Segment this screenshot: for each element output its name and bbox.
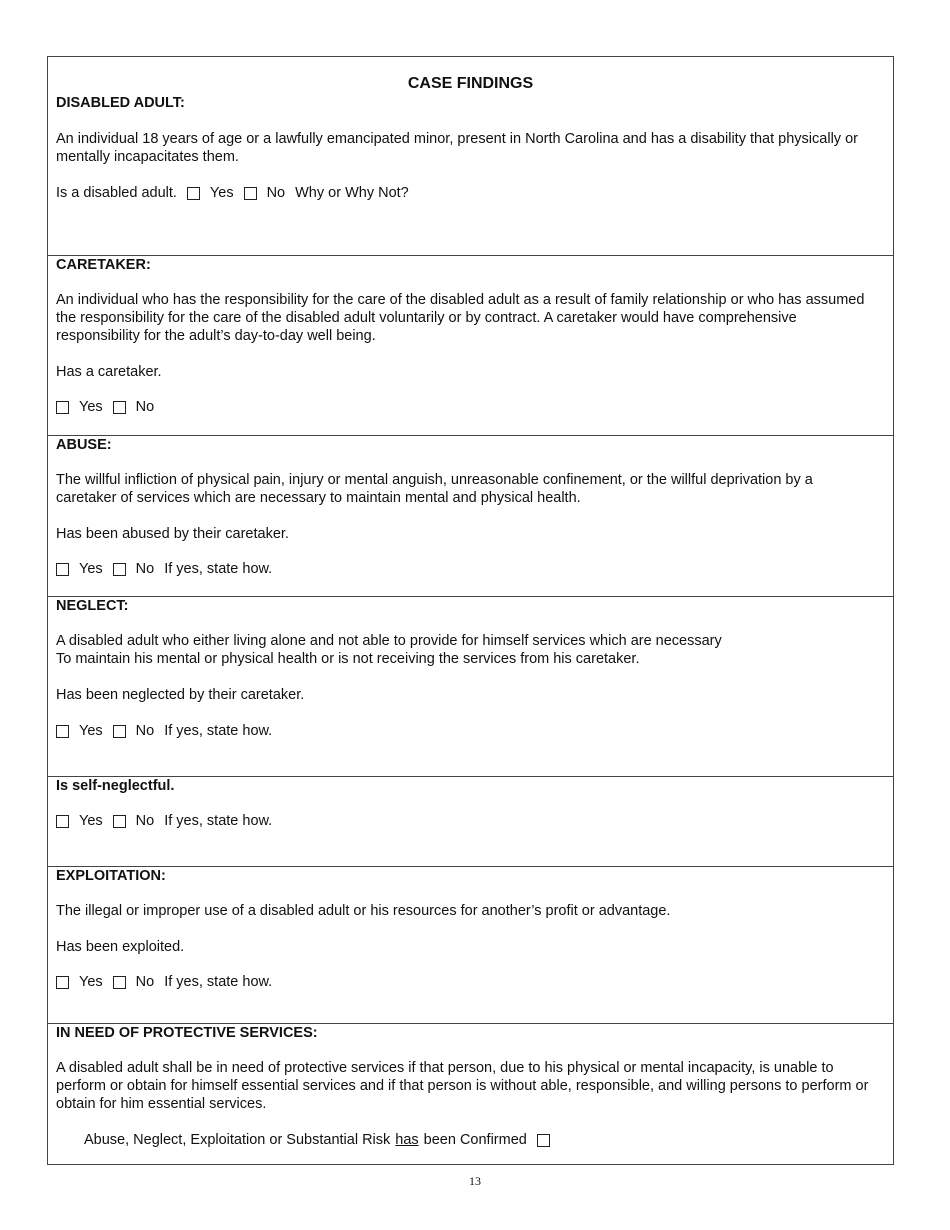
exploitation-yes-label: Yes: [79, 974, 103, 990]
abuse-followup: If yes, state how.: [164, 561, 273, 577]
caretaker-heading: CARETAKER:: [56, 257, 151, 273]
abuse-no-label: No: [135, 561, 155, 577]
caretaker-no-checkbox[interactable]: [113, 401, 126, 414]
neglect-yes-checkbox[interactable]: [56, 725, 69, 738]
abuse-heading: ABUSE:: [56, 437, 112, 453]
self-neglect-answer-row: [56, 812, 272, 830]
neglect-answer-row: [56, 722, 272, 740]
section-exploitation: [48, 867, 893, 1024]
case-findings-form: [47, 56, 894, 1165]
protective-confirm-row: [84, 1131, 560, 1149]
neglect-yes-label: Yes: [79, 723, 103, 739]
exploitation-answer-row: [56, 973, 272, 991]
abuse-question: Has been abused by their caretaker.: [56, 526, 289, 542]
abuse-yes-checkbox[interactable]: [56, 563, 69, 576]
neglect-question: Has been neglected by their caretaker.: [56, 687, 305, 703]
neglect-definition-line1: A disabled adult who either living alone and not able to provide for himself services which are necessary: [56, 633, 722, 649]
self-neglect-followup: If yes, state how.: [164, 813, 273, 829]
exploitation-yes-checkbox[interactable]: [56, 976, 69, 989]
exploitation-question: Has been exploited.: [56, 939, 185, 955]
self-neglect-yes-checkbox[interactable]: [56, 815, 69, 828]
protective-definition: A disabled adult shall be in need of protective services if that person, due to his physical or mental incapacity, is unable to perform or obtain for himself essential services and if that person is without able, responsible, and willing persons to perform or obtain for him essential services.: [56, 1060, 869, 1112]
self-neglect-no-label: No: [135, 813, 155, 829]
abuse-answer-row: [56, 560, 272, 578]
protective-heading: IN NEED OF PROTECTIVE SERVICES:: [56, 1025, 318, 1041]
protective-confirm-checkbox[interactable]: [537, 1134, 550, 1147]
neglect-no-checkbox[interactable]: [113, 725, 126, 738]
neglect-heading: NEGLECT:: [56, 598, 129, 614]
section-abuse: [48, 436, 893, 597]
caretaker-no-label: No: [135, 399, 155, 415]
disabled-definition: An individual 18 years of age or a lawfully emancipated minor, present in North Carolina and has a disability that physically or mentally incapacitates them.: [56, 131, 858, 165]
exploitation-definition: The illegal or improper use of a disabled adult or his resources for another’s profit or advantage.: [56, 903, 671, 919]
neglect-definition-line2: To maintain his mental or physical health or is not receiving the services from his caretaker.: [56, 651, 640, 667]
disabled-heading: DISABLED ADULT:: [56, 95, 185, 111]
page-number: 13: [469, 1174, 481, 1188]
caretaker-answer-row: [56, 398, 154, 416]
self-neglect-no-checkbox[interactable]: [113, 815, 126, 828]
protective-confirm-text-end: been Confirmed: [423, 1132, 527, 1148]
disabled-yes-checkbox[interactable]: [187, 187, 200, 200]
exploitation-no-label: No: [135, 974, 155, 990]
disabled-no-checkbox[interactable]: [244, 187, 257, 200]
disabled-question: Is a disabled adult.: [56, 185, 177, 201]
abuse-yes-label: Yes: [79, 561, 103, 577]
section-disabled-adult: [48, 57, 893, 256]
caretaker-question: Has a caretaker.: [56, 364, 162, 380]
section-caretaker: [48, 256, 893, 436]
neglect-followup: If yes, state how.: [164, 723, 273, 739]
exploitation-no-checkbox[interactable]: [113, 976, 126, 989]
abuse-definition: The willful infliction of physical pain, injury or mental anguish, unreasonable confinement, or the willful deprivation by a caretaker of services which are necessary to maintain mental and physical health.: [56, 472, 813, 506]
caretaker-definition: An individual who has the responsibility for the care of the disabled adult as a result of family relationship or who has assumed the responsibility for the care of the disabled adult voluntarily or by contract. A caretaker would have comprehensive responsibility for the adult’s day-to-day well being.: [56, 292, 865, 344]
disabled-question-row: [56, 184, 409, 202]
protective-confirm-underlined: has: [395, 1132, 419, 1148]
section-self-neglect: [48, 777, 893, 867]
self-neglect-heading: Is self-neglectful.: [56, 778, 175, 794]
abuse-no-checkbox[interactable]: [113, 563, 126, 576]
page-title: CASE FINDINGS: [407, 75, 534, 92]
section-neglect: [48, 597, 893, 777]
caretaker-yes-label: Yes: [79, 399, 103, 415]
exploitation-heading: EXPLOITATION:: [56, 868, 166, 884]
caretaker-yes-checkbox[interactable]: [56, 401, 69, 414]
protective-confirm-text: Abuse, Neglect, Exploitation or Substantial Risk: [84, 1132, 391, 1148]
section-protective-services: [48, 1024, 893, 1166]
disabled-yes-label: Yes: [209, 185, 234, 201]
self-neglect-yes-label: Yes: [79, 813, 103, 829]
neglect-no-label: No: [135, 723, 155, 739]
exploitation-followup: If yes, state how.: [164, 974, 273, 990]
disabled-no-label: No: [266, 185, 286, 201]
disabled-followup: Why or Why Not?: [295, 185, 409, 201]
